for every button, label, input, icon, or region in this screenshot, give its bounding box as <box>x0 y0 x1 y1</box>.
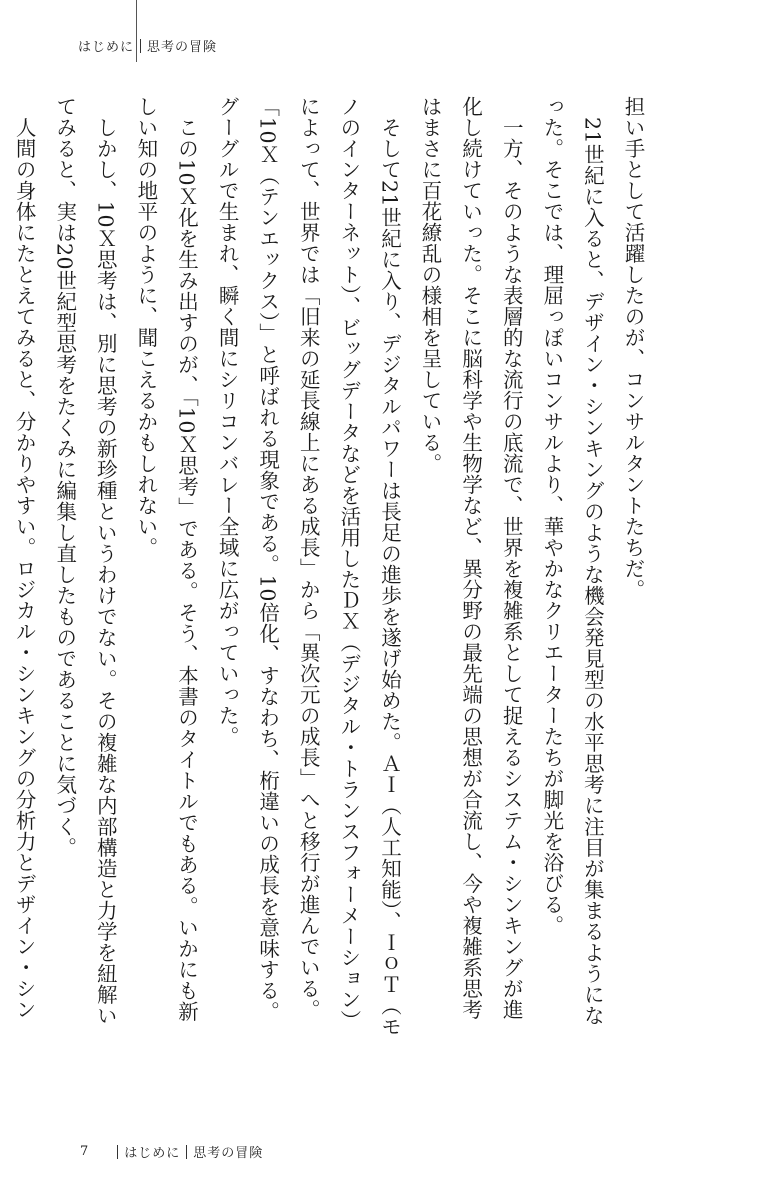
body-line: 人間の身体にたとえてみると、分かりやすい。ロジカル・シンキングの分析力とデザイン・シン <box>12 96 37 1020</box>
body-line: った。そこでは、理屈っぽいコンサルより、華やかなクリエーターたちが脚光を浴びる。 <box>539 96 564 936</box>
body-line: 化し続けていった。そこに脳科学や生物学など、異分野の最先端の思想が合流し、今や複雑系思考 <box>458 96 483 1020</box>
body-line: そして21世紀に入り、デジタルパワーは長足の進歩を遂げ始めた。ＡＩ（人工知能）、ＩｏＴ（モ <box>377 96 402 1037</box>
body-line: しかし、10Ｘ思考は、別に思考の新珍種というわけでない。その複雑な内部構造と力学を紐解い <box>93 96 118 1027</box>
body-line: 担い手として活躍したのが、コンサルタントたちだ。 <box>621 96 645 600</box>
body-line: ノのインターネット）、ビッグデータなどを活用したＤＸ（デジタル・トランスフォーメーション） <box>336 96 361 1031</box>
body-line: この10Ｘ化を生み出すのが、「10Ｘ思考」である。そう、本書のタイトルでもある。いかにも新 <box>174 96 199 1022</box>
body-line: グーグルで生まれ、瞬く間にシリコンバレー全域に広がっていった。 <box>215 96 240 747</box>
body-line: はまさに百花繚乱の様相を呈している。 <box>418 96 443 474</box>
footer-section: はじめに <box>124 1146 181 1161</box>
footer-separator <box>186 1145 187 1159</box>
body-line: てみると、実は20世紀型思考をたくみに編集し直したものであることに気づく。 <box>52 96 77 859</box>
body-line: 21世紀に入ると、デザイン・シンキングのような機会発見型の水平思考に注目が集まるようにな <box>580 96 605 1027</box>
header-section: はじめに <box>78 40 135 55</box>
footer-separator-left <box>117 1145 118 1159</box>
body-line <box>0 96 4 986</box>
page-number: 7 <box>80 1144 90 1159</box>
footer-chapter: 思考の冒険 <box>193 1146 264 1161</box>
body-line: によって、世界では「旧来の延長線上にある成長」から「異次元の成長」へと移行が進んでいる。 <box>296 96 321 1020</box>
header-separator <box>140 39 141 53</box>
body-line: 一方、そのような表層的な流行の底流で、世界を複雑系として捉えるシステム・シンキングが進 <box>499 96 524 1020</box>
header-chapter: 思考の冒険 <box>147 40 218 55</box>
body-line: 「10Ｘ（テンエックス）」と呼ばれる現象である。10倍化、すなわち、桁違いの成長を意味する。 <box>255 96 280 1022</box>
running-header <box>78 36 217 55</box>
running-footer <box>80 1142 263 1161</box>
vertical-body-text <box>12 96 653 1037</box>
body-line: しい知の地平のように、聞こえるかもしれない。 <box>133 96 158 558</box>
